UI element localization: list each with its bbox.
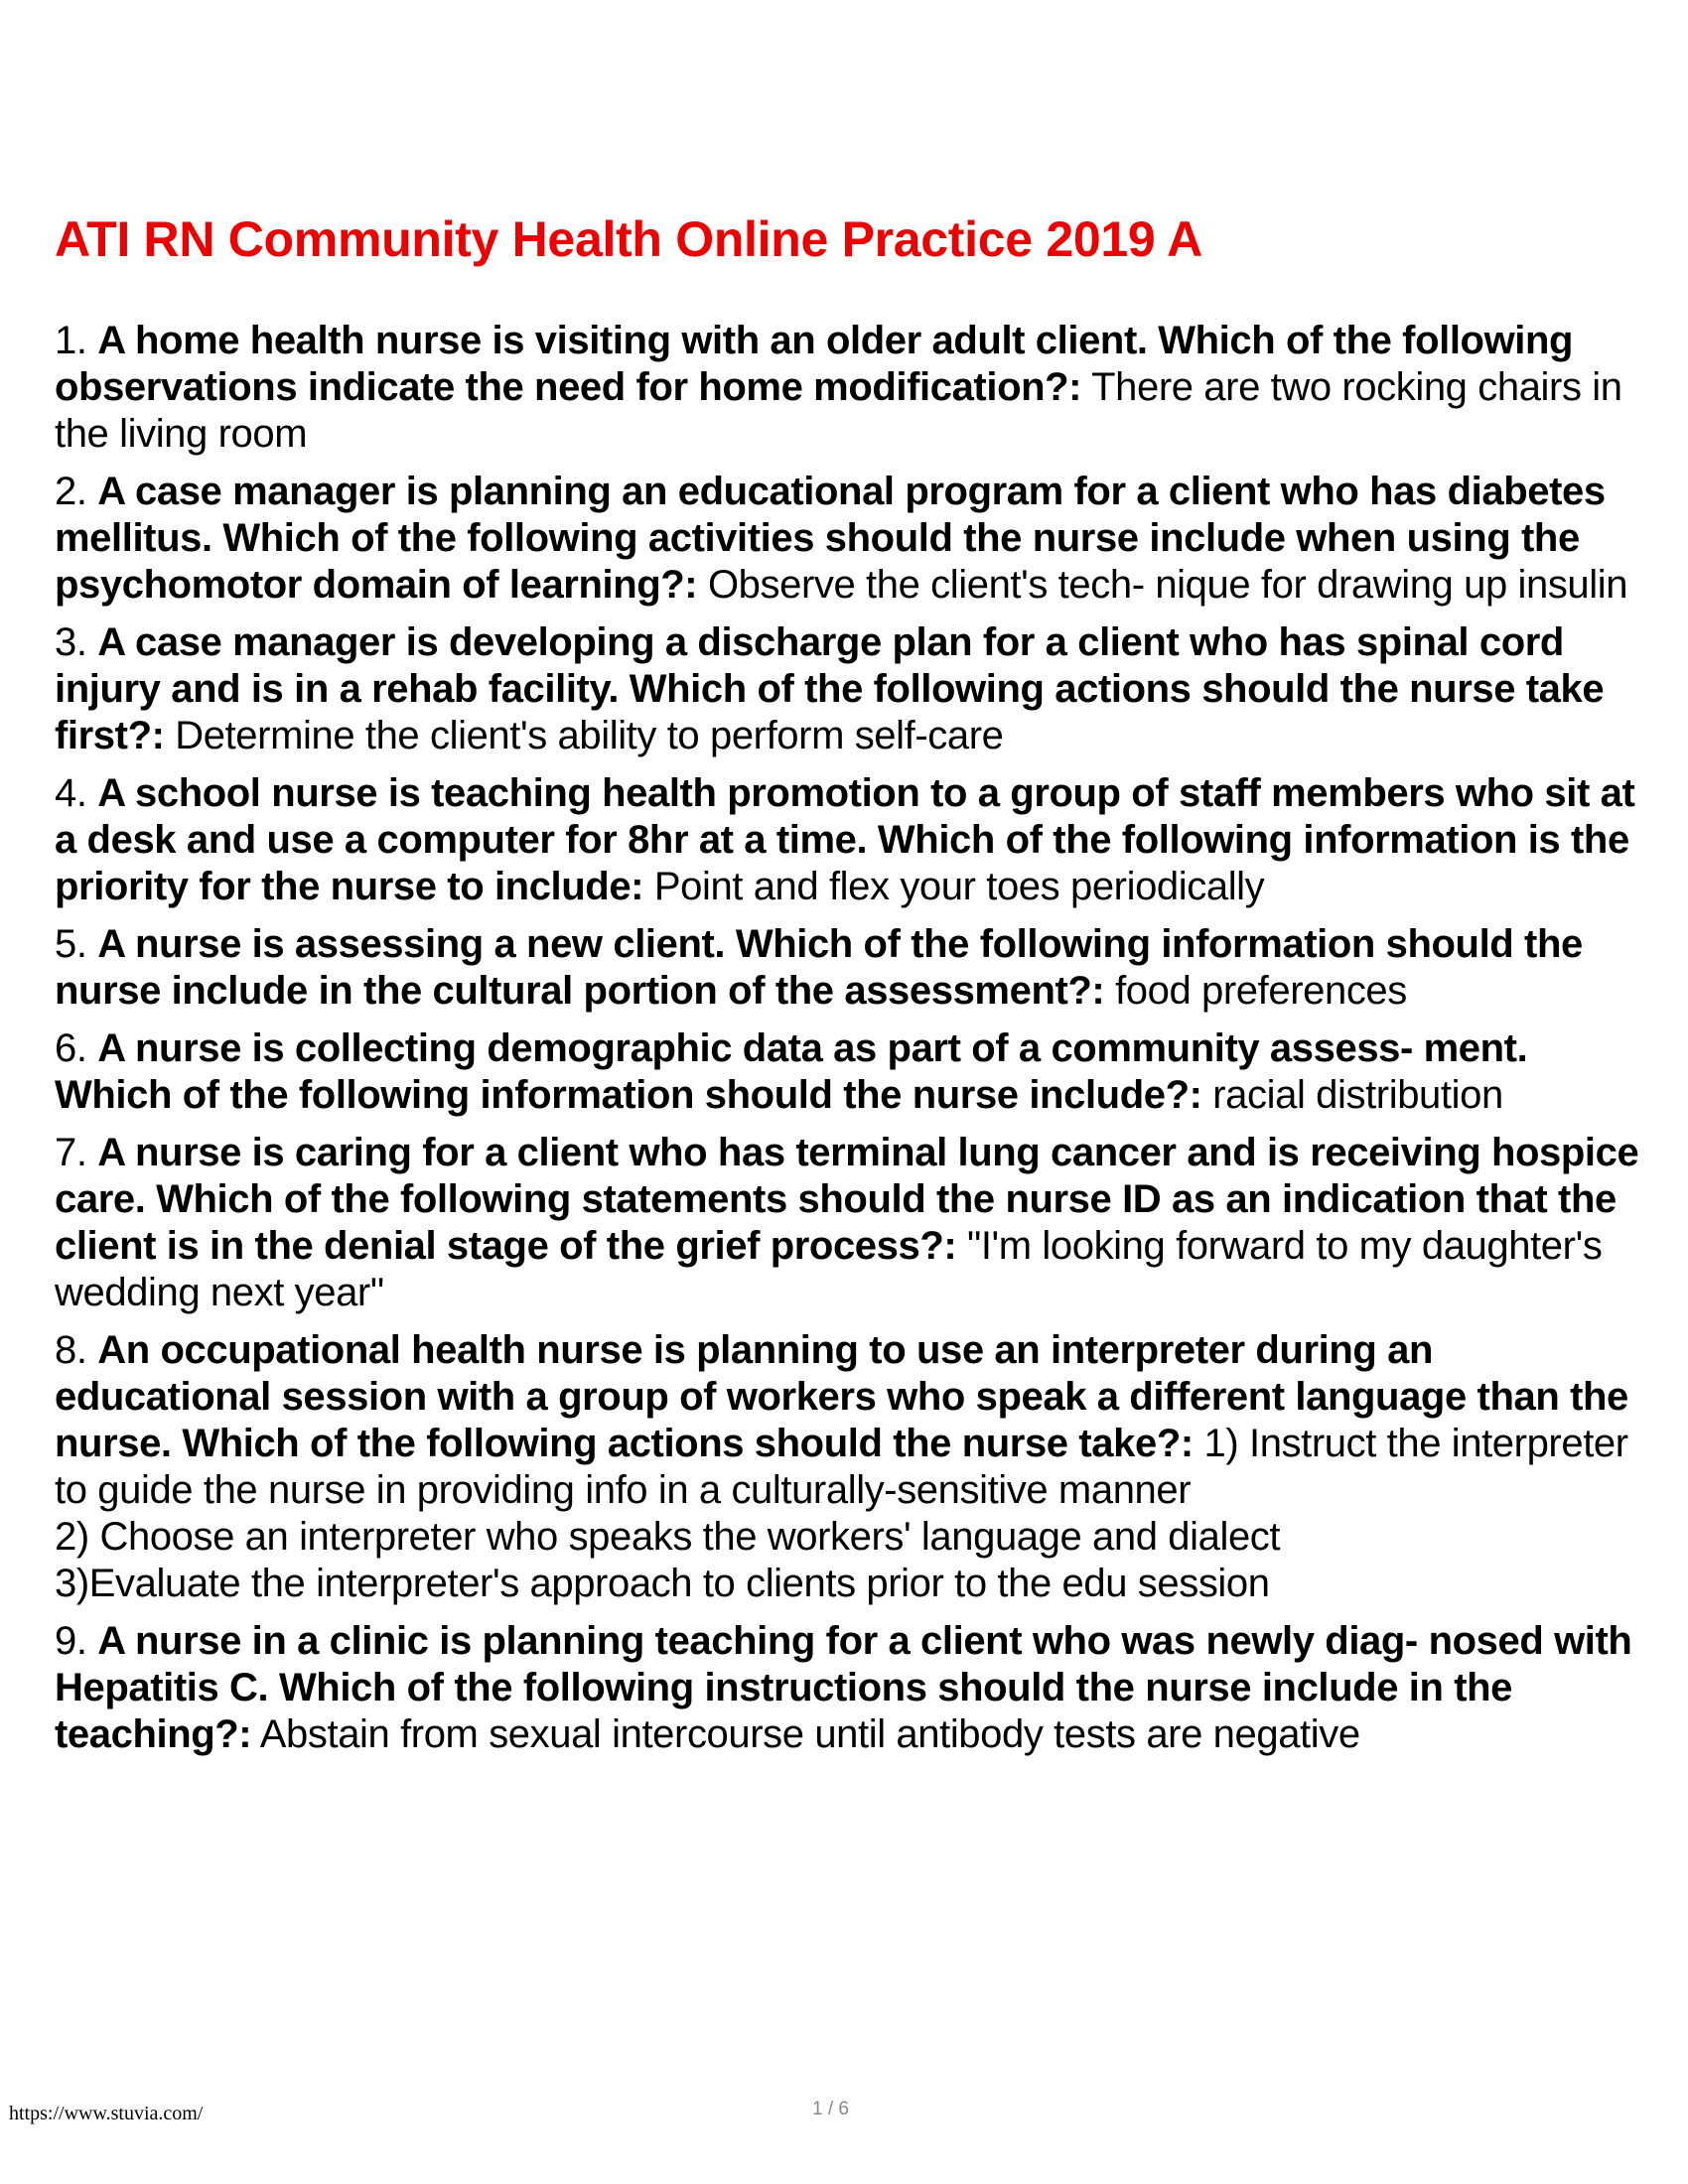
question-text: A nurse is assessing a new client. Which of the following information should the nurse include in the cultural portion of the assessment?:	[55, 922, 1583, 1013]
question-text: A nurse is caring for a client who has terminal lung cancer and is receiving hospice care. Which of the following statements should the nurse ID as an indication that the client is in the denial stage of the grief process?:	[55, 1131, 1639, 1268]
page-title: ATI RN Community Health Online Practice 2019 A	[55, 211, 1202, 267]
answer-text: food preferences	[1115, 969, 1407, 1013]
question-text: A nurse in a clinic is planning teaching for a client who was newly diag- nosed with Hepatitis C. Which of the following instructions should the nurse include in the teaching?:	[55, 1619, 1632, 1756]
question-number: 7.	[55, 1131, 87, 1174]
question-number: 9.	[55, 1619, 87, 1663]
question-number: 8.	[55, 1328, 87, 1372]
question-item-8	[55, 1327, 1643, 1607]
answer-text: Abstain from sexual intercourse until antibody tests are negative	[259, 1712, 1360, 1756]
question-number: 5.	[55, 922, 87, 966]
question-text: A nurse is collecting demographic data as part of a community assess- ment. Which of the following information should the nurse include?:	[55, 1026, 1528, 1117]
question-text: A school nurse is teaching health promotion to a group of staff members who sit at a desk and use a computer for 8hr at a time. Which of the following information is the priority for the nurse to include:	[55, 771, 1635, 908]
answer-text: racial distribution	[1212, 1073, 1503, 1117]
answer-text-line-3: 3)Evaluate the interpreter's approach to clients prior to the edu session	[55, 1562, 1270, 1605]
page-indicator: 1 / 6	[812, 2099, 849, 2119]
footer-source-link[interactable]: https://www.stuvia.com/	[9, 2103, 204, 2124]
question-text: A case manager is planning an educational program for a client who has diabetes mellitus. Which of the following activities should the nurse include when using the psychomotor domain of learning?:	[55, 470, 1606, 607]
answer-text: Point and flex your toes periodically	[653, 865, 1265, 908]
question-list	[55, 318, 1643, 1769]
question-item-6	[55, 1025, 1643, 1119]
answer-text-line-2: 2) Choose an interpreter who speaks the workers' language and dialect	[55, 1515, 1281, 1559]
answer-text: Determine the client's ability to perform self-care	[175, 714, 1004, 757]
question-item-3	[55, 619, 1643, 759]
question-number: 2.	[55, 470, 87, 513]
answer-text: 1) Instruct the interpreter to guide the nurse in providing info in a culturally-sensitive manner	[55, 1422, 1628, 1512]
question-item-4	[55, 770, 1643, 910]
question-item-2	[55, 469, 1643, 609]
answer-text: Observe the client's tech- nique for drawing up insulin	[707, 563, 1628, 607]
question-number: 3.	[55, 620, 87, 664]
question-text: An occupational health nurse is planning to use an interpreter during an educational session with a group of workers who speak a different language than the nurse. Which of the following actions should the nurse take?:	[55, 1328, 1628, 1465]
answer-text: "I'm looking forward to my daughter's wedding next year"	[55, 1224, 1603, 1314]
question-text: A home health nurse is visiting with an older adult client. Which of the following observations indicate the need for home modification?:	[55, 319, 1574, 409]
question-number: 6.	[55, 1026, 87, 1070]
question-number: 4.	[55, 771, 87, 815]
answer-text: There are two rocking chairs in the living room	[55, 365, 1622, 456]
question-text: A case manager is developing a discharge plan for a client who has spinal cord injury and is in a rehab facility. Which of the following actions should the nurse take first?:	[55, 620, 1605, 757]
question-item-1	[55, 318, 1643, 458]
question-number: 1.	[55, 319, 87, 362]
question-item-9	[55, 1618, 1643, 1758]
question-item-5	[55, 921, 1643, 1015]
question-item-7	[55, 1130, 1643, 1316]
